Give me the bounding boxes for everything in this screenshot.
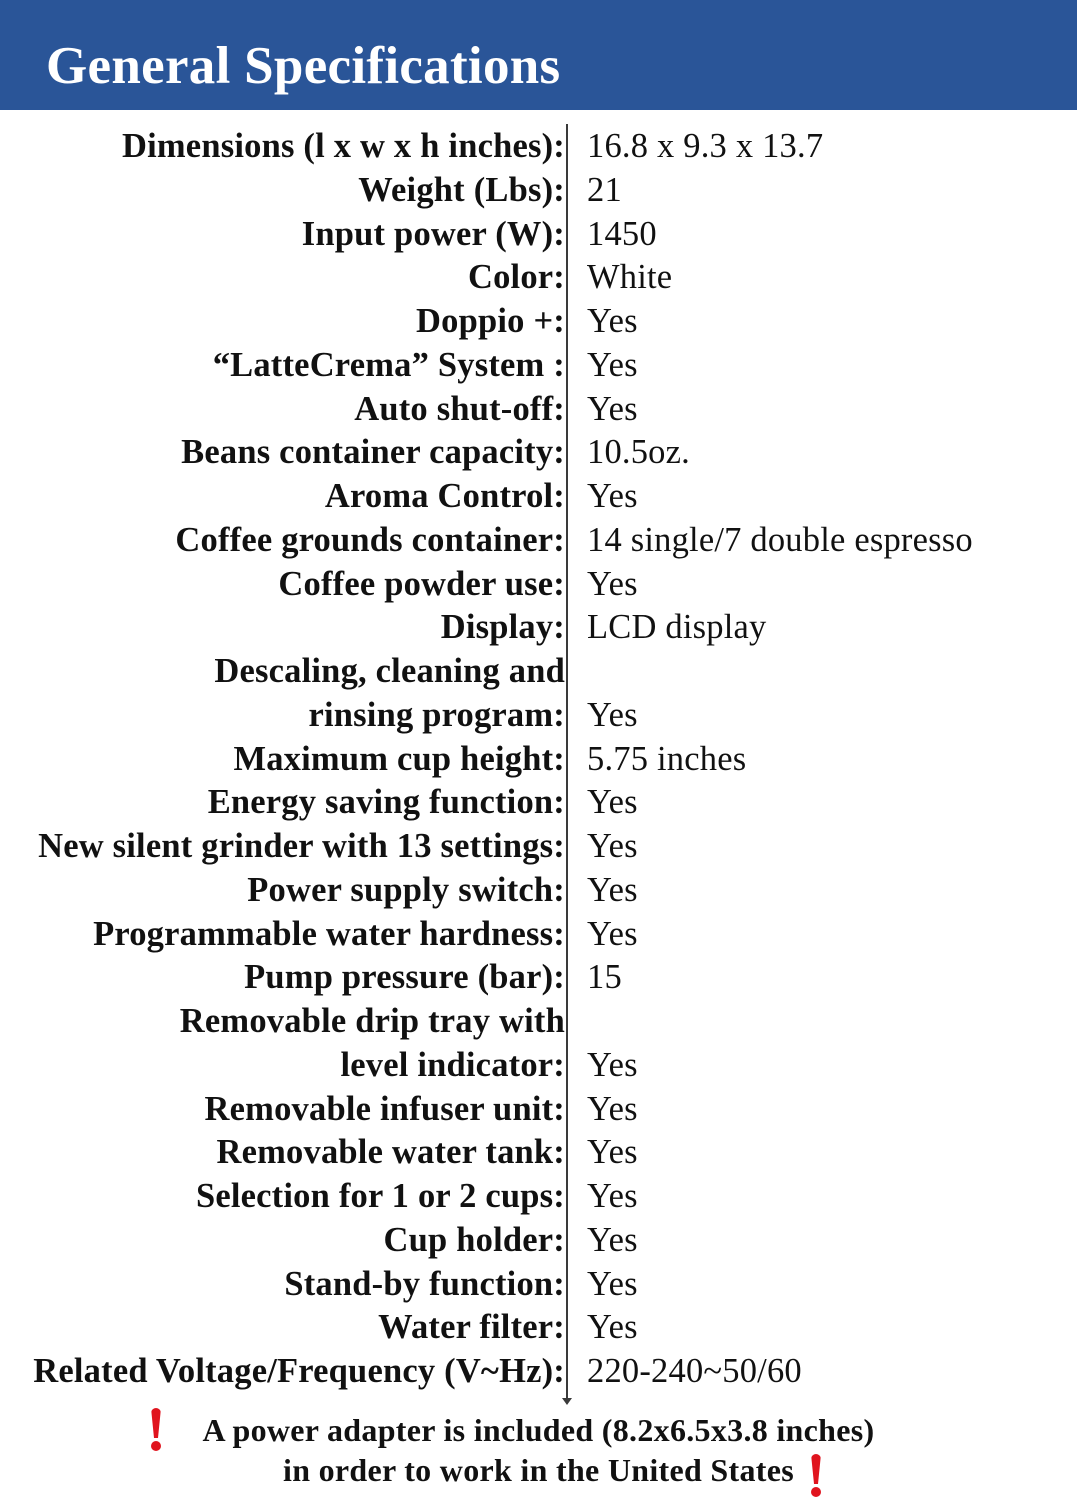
spec-value: Yes [587, 914, 638, 953]
spec-value: Yes [587, 1045, 638, 1084]
spec-label: New silent grinder with 13 settings: [38, 827, 565, 865]
spec-value: 21 [587, 170, 622, 209]
spec-value: Yes [587, 1089, 638, 1128]
spec-row [0, 563, 1077, 607]
spec-label: Display: [440, 608, 565, 647]
spec-value: 10.5oz. [587, 433, 690, 472]
spec-row [0, 1044, 1077, 1088]
spec-row [0, 1306, 1077, 1350]
spec-value: 16.8 x 9.3 x 13.7 [587, 127, 824, 165]
adapter-note-line2: in order to work in the United States [283, 1452, 794, 1488]
spec-label: Removable drip tray with [179, 1002, 565, 1040]
spec-row [0, 344, 1077, 388]
spec-label: Coffee powder use: [278, 564, 565, 603]
page-title: General Specifications [46, 37, 561, 95]
spec-value: Yes [587, 477, 638, 515]
spec-value: 220-240~50/60 [587, 1352, 802, 1390]
spec-row [0, 825, 1077, 869]
spec-row [0, 125, 1077, 169]
spec-value: White [587, 258, 673, 297]
spec-value: Yes [587, 345, 638, 384]
spec-value: Yes [587, 564, 638, 603]
spec-row [0, 650, 1077, 694]
spec-row [0, 431, 1077, 475]
spec-label: Coffee grounds container: [175, 520, 565, 559]
spec-row [0, 738, 1077, 782]
spec-value: 1450 [587, 214, 657, 253]
spec-row [0, 694, 1077, 738]
spec-value: Yes [587, 1264, 638, 1303]
spec-label: Removable water tank: [216, 1133, 565, 1172]
exclamation-dot [811, 1487, 821, 1497]
spec-row [0, 913, 1077, 957]
spec-row [0, 388, 1077, 432]
spec-table [0, 125, 1077, 1394]
spec-value: Yes [587, 389, 638, 428]
spec-value: Yes [587, 827, 638, 865]
spec-label: Energy saving function: [207, 783, 565, 822]
spec-row [0, 213, 1077, 257]
spec-value: 14 single/7 double espresso [587, 520, 973, 559]
spec-row [0, 869, 1077, 913]
spec-label: Input power (W): [301, 214, 565, 253]
spec-row [0, 781, 1077, 825]
spec-row [0, 1000, 1077, 1044]
spec-row [0, 519, 1077, 563]
spec-value: Yes [587, 1220, 638, 1259]
spec-value: 15 [587, 958, 622, 997]
header-banner [0, 0, 1077, 110]
spec-row [0, 1263, 1077, 1307]
spec-row [0, 1175, 1077, 1219]
spec-label: level indicator: [340, 1045, 565, 1084]
spec-value: 5.75 inches [587, 739, 747, 778]
exclamation-icon [809, 1454, 823, 1498]
spec-label: Selection for 1 or 2 cups: [195, 1177, 565, 1215]
spec-label: Beans container capacity: [181, 433, 565, 472]
spec-label: Aroma Control: [324, 477, 565, 515]
spec-value: Yes [587, 1177, 638, 1215]
spec-label: Pump pressure (bar): [244, 958, 565, 997]
spec-label: Stand-by function: [284, 1264, 565, 1303]
spec-value: Yes [587, 695, 638, 734]
spec-label: “LatteCrema” System : [212, 345, 565, 384]
spec-row [0, 1350, 1077, 1394]
spec-label: Cup holder: [383, 1220, 565, 1259]
spec-label: Dimensions (l x w x h inches): [121, 127, 565, 165]
spec-value: Yes [587, 1133, 638, 1172]
adapter-note-line1: A power adapter is included (8.2x6.5x3.8 inches) [202, 1412, 875, 1448]
spec-row [0, 1088, 1077, 1132]
spec-value: LCD display [587, 608, 767, 647]
spec-label: Programmable water hardness: [93, 914, 565, 953]
spec-value: Yes [587, 1308, 638, 1347]
spec-row [0, 1219, 1077, 1263]
spec-value: Yes [587, 870, 638, 909]
spec-row [0, 256, 1077, 300]
exclamation-bar [811, 1454, 821, 1484]
spec-label: Weight (Lbs): [358, 170, 565, 209]
spec-label: Removable infuser unit: [204, 1089, 565, 1128]
spec-label: Doppio +: [416, 302, 565, 340]
spec-label: Descaling, cleaning and [214, 652, 565, 690]
spec-row [0, 956, 1077, 1000]
spec-label: Related Voltage/Frequency (V~Hz): [33, 1352, 565, 1390]
spec-label: rinsing program: [308, 695, 565, 734]
spec-row [0, 475, 1077, 519]
column-divider-tip [562, 1398, 572, 1405]
spec-row [0, 1131, 1077, 1175]
spec-value: Yes [587, 302, 638, 340]
spec-row [0, 169, 1077, 213]
spec-label: Water filter: [378, 1308, 565, 1347]
spec-label: Auto shut-off: [354, 389, 565, 428]
spec-label: Color: [467, 258, 565, 297]
spec-row [0, 300, 1077, 344]
spec-label: Maximum cup height: [233, 739, 565, 778]
spec-label: Power supply switch: [247, 870, 565, 909]
spec-row [0, 606, 1077, 650]
spec-value: Yes [587, 783, 638, 822]
